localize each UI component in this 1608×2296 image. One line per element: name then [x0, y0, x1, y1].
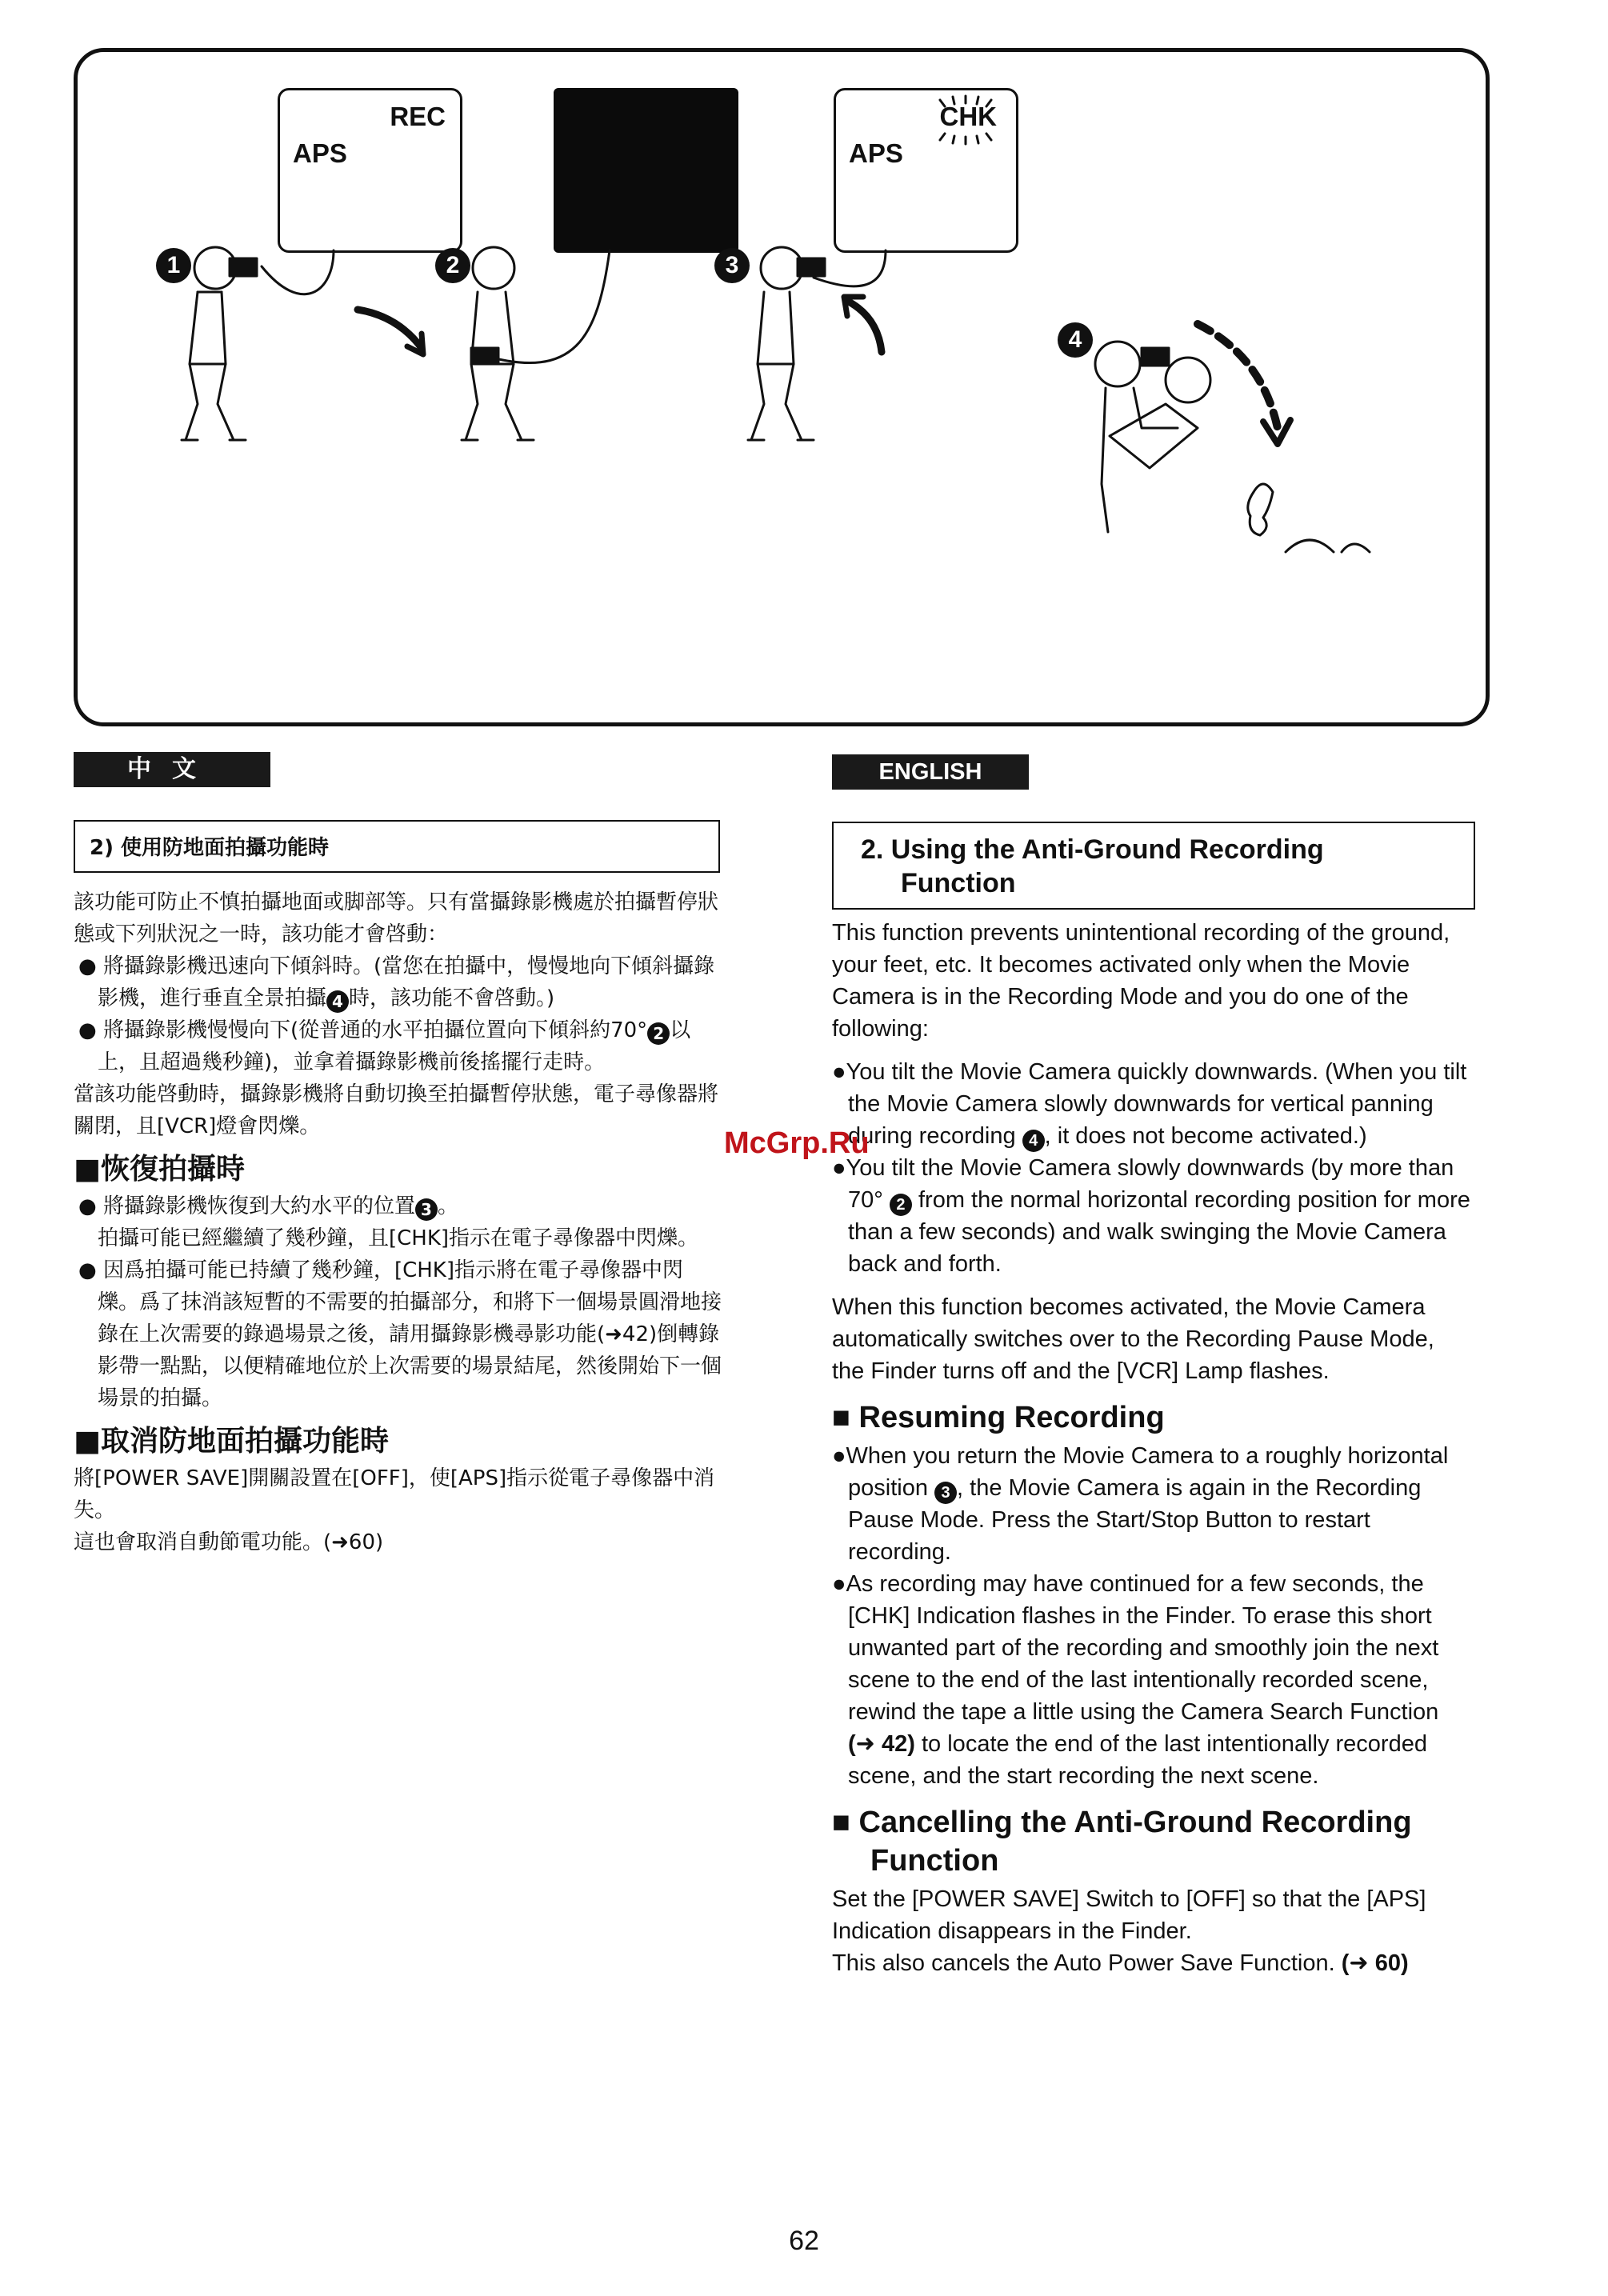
- zh-intro: 該功能可防止不慎拍攝地面或脚部等。只有當攝錄影機處於拍攝暫停狀態或下列狀況之一時，該功能才會啓動：: [74, 890, 719, 946]
- page-number: 62: [789, 2226, 819, 2256]
- illustration-frame: [74, 48, 1490, 726]
- chinese-section-label: 中文: [74, 752, 270, 787]
- en-bullet-1: ●You tilt the Movie Camera quickly downwards. (When you tilt the Movie Camera slowly downwards for vertical panning during recording 4 , it does not become activated.): [832, 1056, 1472, 1152]
- zh-resume-bullet-1: ● 將攝錄影機恢復到大約水平的位置 3 。 拍攝可能已經繼續了幾秒鐘，且[CHK]指示在電子尋像器中閃爍。: [78, 1194, 699, 1250]
- en-cancel-2: This also cancels the Auto Power Save Function. (➜ 60): [832, 1950, 1409, 1976]
- zh-body: [74, 886, 722, 1558]
- zh-heading: 2) 使用防地面拍攝功能時: [90, 836, 330, 860]
- step-2-marker: 2: [647, 1022, 670, 1045]
- step-2-marker: 2: [435, 248, 470, 283]
- step-4-marker: 4: [1022, 1130, 1045, 1152]
- page-ref-60: (➜ 60): [1341, 1950, 1409, 1976]
- zh-cancel-heading: ■取消防地面拍攝功能時: [74, 1425, 390, 1458]
- step-3-marker: 3: [415, 1198, 438, 1221]
- en-heading-box: [832, 822, 1475, 910]
- en-heading: 2. Using the Anti-Ground Recording Function: [861, 834, 1324, 898]
- en-intro: This function prevents unintentional recording of the ground, your feet, etc. It becomes activated only when the Movie Camera is in the Recording Mode and you do one of the following:: [832, 920, 1450, 1042]
- aps-indicator: APS: [293, 138, 347, 168]
- step-4-marker: 4: [326, 990, 349, 1013]
- step-2-marker: 2: [890, 1194, 912, 1216]
- en-resume-bullet-2: ●As recording may have continued for a few seconds, the [CHK] Indication flashes in the Finder. To erase this short unwanted part of the recording and smoothly join the next scene to the end of the last intentionally recorded scene, rewind the tape a little using the Camera Search Function (➜ 42) to locate the end of the last intentionally recorded scene, and the start recording the next scene.: [832, 1571, 1439, 1789]
- page-ref-42: (➜ 42): [848, 1731, 915, 1757]
- camera-operator-figures: [78, 52, 1486, 722]
- step-4-marker: 4: [1058, 322, 1093, 358]
- chk-indicator: CHK: [939, 102, 997, 131]
- step-3-marker: 3: [714, 248, 750, 283]
- zh-heading-box: [74, 820, 720, 873]
- zh-resume-heading: ■恢復拍攝時: [74, 1153, 246, 1186]
- zh-cancel-1: 將[POWER SAVE]開關設置在[OFF]，使[APS]指示從電子尋像器中消失。: [74, 1466, 715, 1522]
- zh-activated: 當該功能啓動時，攝錄影機將自動切換至拍攝暫停狀態，電子尋像器將關閉，且[VCR]燈會閃爍。: [74, 1082, 719, 1138]
- en-bullet-2: ●You tilt the Movie Camera slowly downwards (by more than 70° 2 from the normal horizontal recording position for more than a few seconds) and walk swinging the Movie Camera back and forth.: [832, 1155, 1470, 1277]
- en-cancel-heading: ■ Cancelling the Anti-Ground Recording Function: [832, 1806, 1412, 1878]
- aps-indicator: APS: [849, 138, 903, 168]
- zh-bullet-1: ● 將攝錄影機迅速向下傾斜時。(當您在拍攝中，慢慢地向下傾斜攝錄影機，進行垂直全景拍攝 4 時，該功能不會啓動。): [78, 954, 715, 1011]
- en-activated: When this function becomes activated, the Movie Camera automatically switches over to the Recording Pause Mode, the Finder turns off and the [VCR] Lamp flashes.: [832, 1294, 1434, 1384]
- en-resume-bullet-1: ●When you return the Movie Camera to a roughly horizontal position 3 , the Movie Camera is again in the Recording Pause Mode. Press the Start/Stop Button to restart recording.: [832, 1443, 1449, 1565]
- watermark: McGrp.Ru: [724, 1126, 870, 1160]
- zh-resume-bullet-2: ● 因爲拍攝可能已持續了幾秒鐘，[CHK]指示將在電子尋像器中閃爍。爲了抹消該短暫的不需要的拍攝部分，和將下一個場景圓滑地接錄在上次需要的錄過場景之後，請用攝錄影機尋影功能(➜42)倒轉錄影帶一點點，以便精確地位於上次需要的場景結尾，然後開始下一個場景的拍攝。: [78, 1258, 722, 1410]
- en-cancel-1: Set the [POWER SAVE] Switch to [OFF] so that the [APS] Indication disappears in the Finder.: [832, 1886, 1426, 1944]
- en-resume-heading: ■ Resuming Recording: [832, 1401, 1165, 1434]
- english-section-label: ENGLISH: [832, 754, 1029, 790]
- step-1-marker: 1: [156, 248, 191, 283]
- zh-bullet-2: ● 將攝錄影機慢慢向下(從普通的水平拍攝位置向下傾斜約70° 2 以上，且超過幾秒鐘)，並拿着攝錄影機前後搖擺行走時。: [78, 1018, 691, 1074]
- step-3-marker: 3: [934, 1482, 957, 1504]
- en-body: [832, 917, 1472, 1979]
- zh-cancel-2: 這也會取消自動節電功能。(➜60): [74, 1530, 384, 1554]
- rec-indicator: REC: [390, 102, 446, 131]
